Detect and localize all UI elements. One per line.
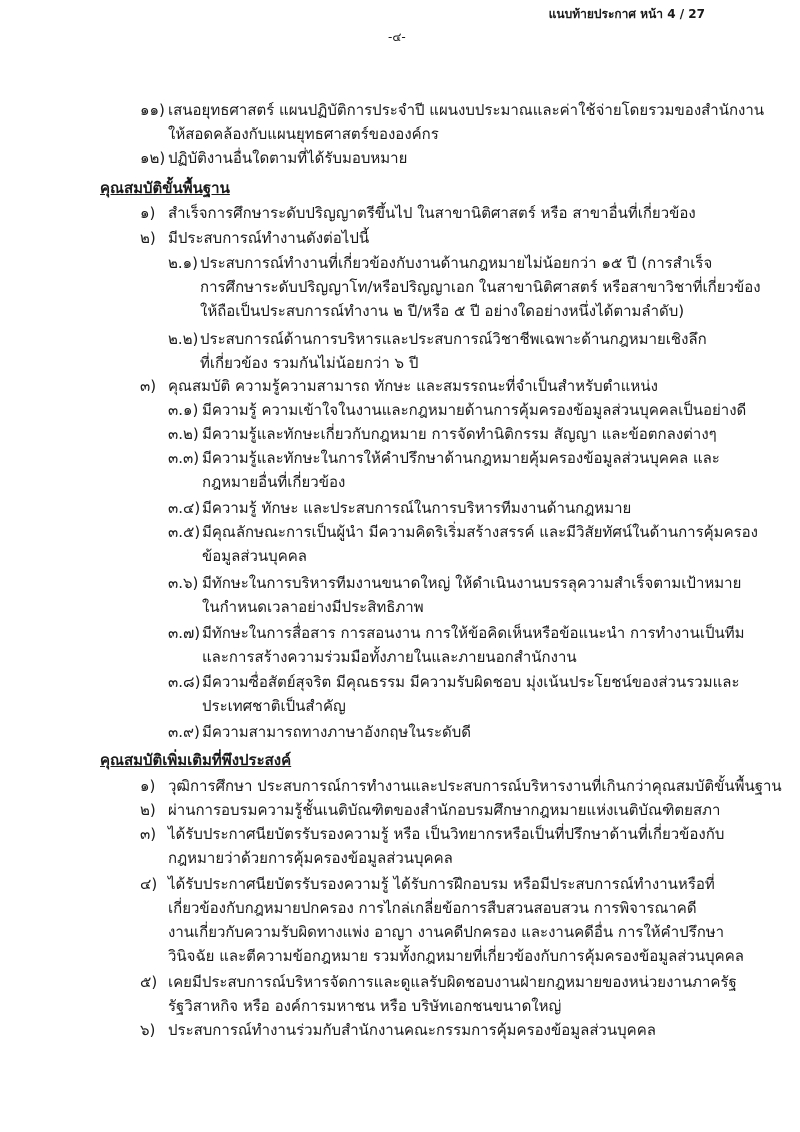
item-number: ๓.๖) xyxy=(168,574,199,592)
list-item xyxy=(168,498,631,518)
list-item xyxy=(140,228,369,248)
item-text: สำเร็จการศึกษาระดับปริญญาตรีขึ้นไป ในสาขานิติศาสตร์ หรือ สาขาอื่นที่เกี่ยวข้อง xyxy=(168,204,696,222)
item-number: ๒.๑) xyxy=(168,254,199,272)
item-number: ๓.๓) xyxy=(168,449,200,467)
item-text: มีทักษะในการบริหารทีมงานขนาดใหญ่ ให้ดำเนินงานบรรลุความสำเร็จตามเป้าหมาย xyxy=(202,574,742,592)
list-item xyxy=(168,672,740,692)
item-continuation: ที่เกี่ยวข้อง รวมกันไม่น้อยกว่า ๖ ปี xyxy=(200,354,419,372)
list-item xyxy=(168,253,712,273)
item-number: ๖) xyxy=(140,1021,156,1039)
list-item xyxy=(140,376,658,396)
list-item xyxy=(140,100,764,120)
item-number: ๑๒) xyxy=(140,149,166,167)
item-text: มีคุณลักษณะการเป็นผู้นำ มีความคิดริเริ่มสร้างสรรค์ และมีวิสัยทัศน์ในด้านการคุ้มครอง xyxy=(202,523,758,541)
item-number: ๑) xyxy=(140,777,156,795)
page-number: -๔- xyxy=(388,30,406,44)
item-number: ๓.๔) xyxy=(168,499,201,517)
item-number: ๓.๑) xyxy=(168,401,199,419)
item-number: ๑) xyxy=(140,204,156,222)
list-item xyxy=(140,148,407,168)
item-continuation: การศึกษาระดับปริญญาโท/หรือปริญญาเอก ในสาขานิติศาสตร์ หรือสาขาวิชาที่เกี่ยวข้อง xyxy=(200,278,761,296)
section-heading-basic: คุณสมบัติขั้นพื้นฐาน xyxy=(100,179,230,197)
item-number: ๓.๕) xyxy=(168,523,201,541)
item-continuation: ให้สอดคล้องกับแผนยุทธศาสตร์ขององค์กร xyxy=(168,125,439,143)
item-number: ๓.๒) xyxy=(168,425,199,443)
item-continuation: ประเทศชาติเป็นสำคัญ xyxy=(202,697,346,715)
list-item xyxy=(168,573,741,593)
item-text: ได้รับประกาศนียบัตรรับรองความรู้ หรือ เป็นวิทยากรหรือเป็นที่ปรึกษาด้านที่เกี่ยวข้องกับ xyxy=(168,825,725,843)
item-text: มีความรู้ ทักษะ และประสบการณ์ในการบริหารทีมงานด้านกฎหมาย xyxy=(202,499,632,517)
section-heading-preferred: คุณสมบัติเพิ่มเติมที่พึงประสงค์ xyxy=(100,751,292,769)
item-text: ประสบการณ์ทำงานที่เกี่ยวข้องกับงานด้านกฎหมายไม่น้อยกว่า ๑๕ ปี (การสำเร็จ xyxy=(200,254,713,272)
item-text: ผ่านการอบรมความรู้ชั้นเนติบัณฑิตของสำนักอบรมศึกษากฎหมายแห่งเนติบัณฑิตยสภา xyxy=(168,801,721,819)
list-item xyxy=(168,424,717,444)
item-text: เคยมีประสบการณ์บริหารจัดการและดูแลรับผิดชอบงานฝ่ายกฎหมายของหน่วยงานภาครัฐ xyxy=(168,973,737,991)
list-item xyxy=(168,400,746,420)
item-text: ประสบการณ์ทำงานร่วมกับสำนักงานคณะกรรมการคุ้มครองข้อมูลส่วนบุคคล xyxy=(168,1021,656,1039)
list-item xyxy=(168,722,471,742)
item-text: มีความรู้และทักษะเกี่ยวกับกฎหมาย การจัดทำนิติกรรม สัญญา และข้อตกลงต่างๆ xyxy=(202,425,717,443)
list-item xyxy=(140,824,724,844)
item-text: ประสบการณ์ด้านการบริหารและประสบการณ์วิชาชีพเฉพาะด้านกฎหมายเชิงลึก xyxy=(200,330,707,348)
item-text: มีความรู้และทักษะในการให้คำปรึกษาด้านกฎหมายคุ้มครองข้อมูลส่วนบุคคล และ xyxy=(202,449,720,467)
item-continuation: เกี่ยวข้องกับกฎหมายปกครอง การไกล่เกลี่ยข้อการสืบสวนสอบสวน การพิจารณาคดี xyxy=(168,899,697,917)
item-number: ๔) xyxy=(140,875,158,893)
item-number: ๓) xyxy=(140,825,157,843)
item-continuation: รัฐวิสาหกิจ หรือ องค์การมหาชน หรือ บริษัทเอกชนขนาดใหญ่ xyxy=(168,997,562,1015)
item-number: ๒) xyxy=(140,801,156,819)
item-continuation: งานเกี่ยวกับความรับผิดทางแพ่ง อาญา งานคดีปกครอง และงานคดีอื่น การให้คำปรึกษา xyxy=(168,923,725,941)
item-text: มีความซื่อสัตย์สุจริต มีคุณธรรม มีความรับผิดชอบ มุ่งเน้นประโยชน์ของส่วนรวมและ xyxy=(202,673,740,691)
item-text: คุณสมบัติ ความรู้ความสามารถ ทักษะ และสมรรถนะที่จำเป็นสำหรับตำแหน่ง xyxy=(168,377,658,395)
item-continuation: ในกำหนดเวลาอย่างมีประสิทธิภาพ xyxy=(202,598,424,616)
list-item xyxy=(168,329,707,349)
item-number: ๕) xyxy=(140,973,158,991)
item-text: วุฒิการศึกษา ประสบการณ์การทำงานและประสบการณ์บริหารงานที่เกินกว่าคุณสมบัติขั้นพื้นฐาน xyxy=(168,777,782,795)
item-number: ๑๑) xyxy=(140,101,165,119)
item-text: เสนอยุทธศาสตร์ แผนปฏิบัติการประจำปี แผนงบประมาณและค่าใช้จ่ายโดยรวมของสำนักงาน xyxy=(168,101,765,119)
list-item xyxy=(168,623,745,643)
list-item xyxy=(140,800,720,820)
list-item xyxy=(140,203,696,223)
item-number: ๓.๘) xyxy=(168,673,201,691)
list-item xyxy=(140,776,782,796)
list-item xyxy=(168,448,720,468)
item-number: ๓.๗) xyxy=(168,624,201,642)
document-reference: แนบท้ายประกาศ หน้า 4 / 27 xyxy=(548,7,705,21)
item-continuation: วินิจฉัย และตีความข้อกฎหมาย รวมทั้งกฎหมายที่เกี่ยวข้องกับการคุ้มครองข้อมูลส่วนบุคคล xyxy=(168,947,744,965)
item-continuation: ข้อมูลส่วนบุคคล xyxy=(202,547,307,565)
item-text: มีทักษะในการสื่อสาร การสอนงาน การให้ข้อคิดเห็นหรือข้อแนะนำ การทำงานเป็นทีม xyxy=(202,624,745,642)
list-item xyxy=(140,972,737,992)
list-item xyxy=(140,1020,656,1040)
item-number: ๓) xyxy=(140,377,157,395)
item-text: มีความสามารถทางภาษาอังกฤษในระดับดี xyxy=(202,723,472,741)
item-number: ๒) xyxy=(140,229,156,247)
item-text: มีความรู้ ความเข้าใจในงานและกฎหมายด้านการคุ้มครองข้อมูลส่วนบุคคลเป็นอย่างดี xyxy=(202,401,747,419)
item-continuation: กฎหมายว่าด้วยการคุ้มครองข้อมูลส่วนบุคคล xyxy=(168,849,453,867)
item-number: ๓.๙) xyxy=(168,723,200,741)
item-number: ๒.๒) xyxy=(168,330,199,348)
item-text: ปฏิบัติงานอื่นใดตามที่ได้รับมอบหมาย xyxy=(168,149,408,167)
list-item xyxy=(168,522,758,542)
list-item xyxy=(140,874,715,894)
item-text: ได้รับประกาศนียบัตรรับรองความรู้ ได้รับการฝึกอบรม หรือมีประสบการณ์ทำงานหรือที่ xyxy=(168,875,715,893)
item-continuation: และการสร้างความร่วมมือทั้งภายในและภายนอกสำนักงาน xyxy=(202,648,577,666)
item-text: มีประสบการณ์ทำงานดังต่อไปนี้ xyxy=(168,229,370,247)
item-continuation: กฎหมายอื่นที่เกี่ยวข้อง xyxy=(202,473,346,491)
item-continuation: ให้ถือเป็นประสบการณ์ทำงาน ๒ ปี/หรือ ๕ ปี อย่างใดอย่างหนึ่งได้ตามลำดับ) xyxy=(200,302,685,320)
